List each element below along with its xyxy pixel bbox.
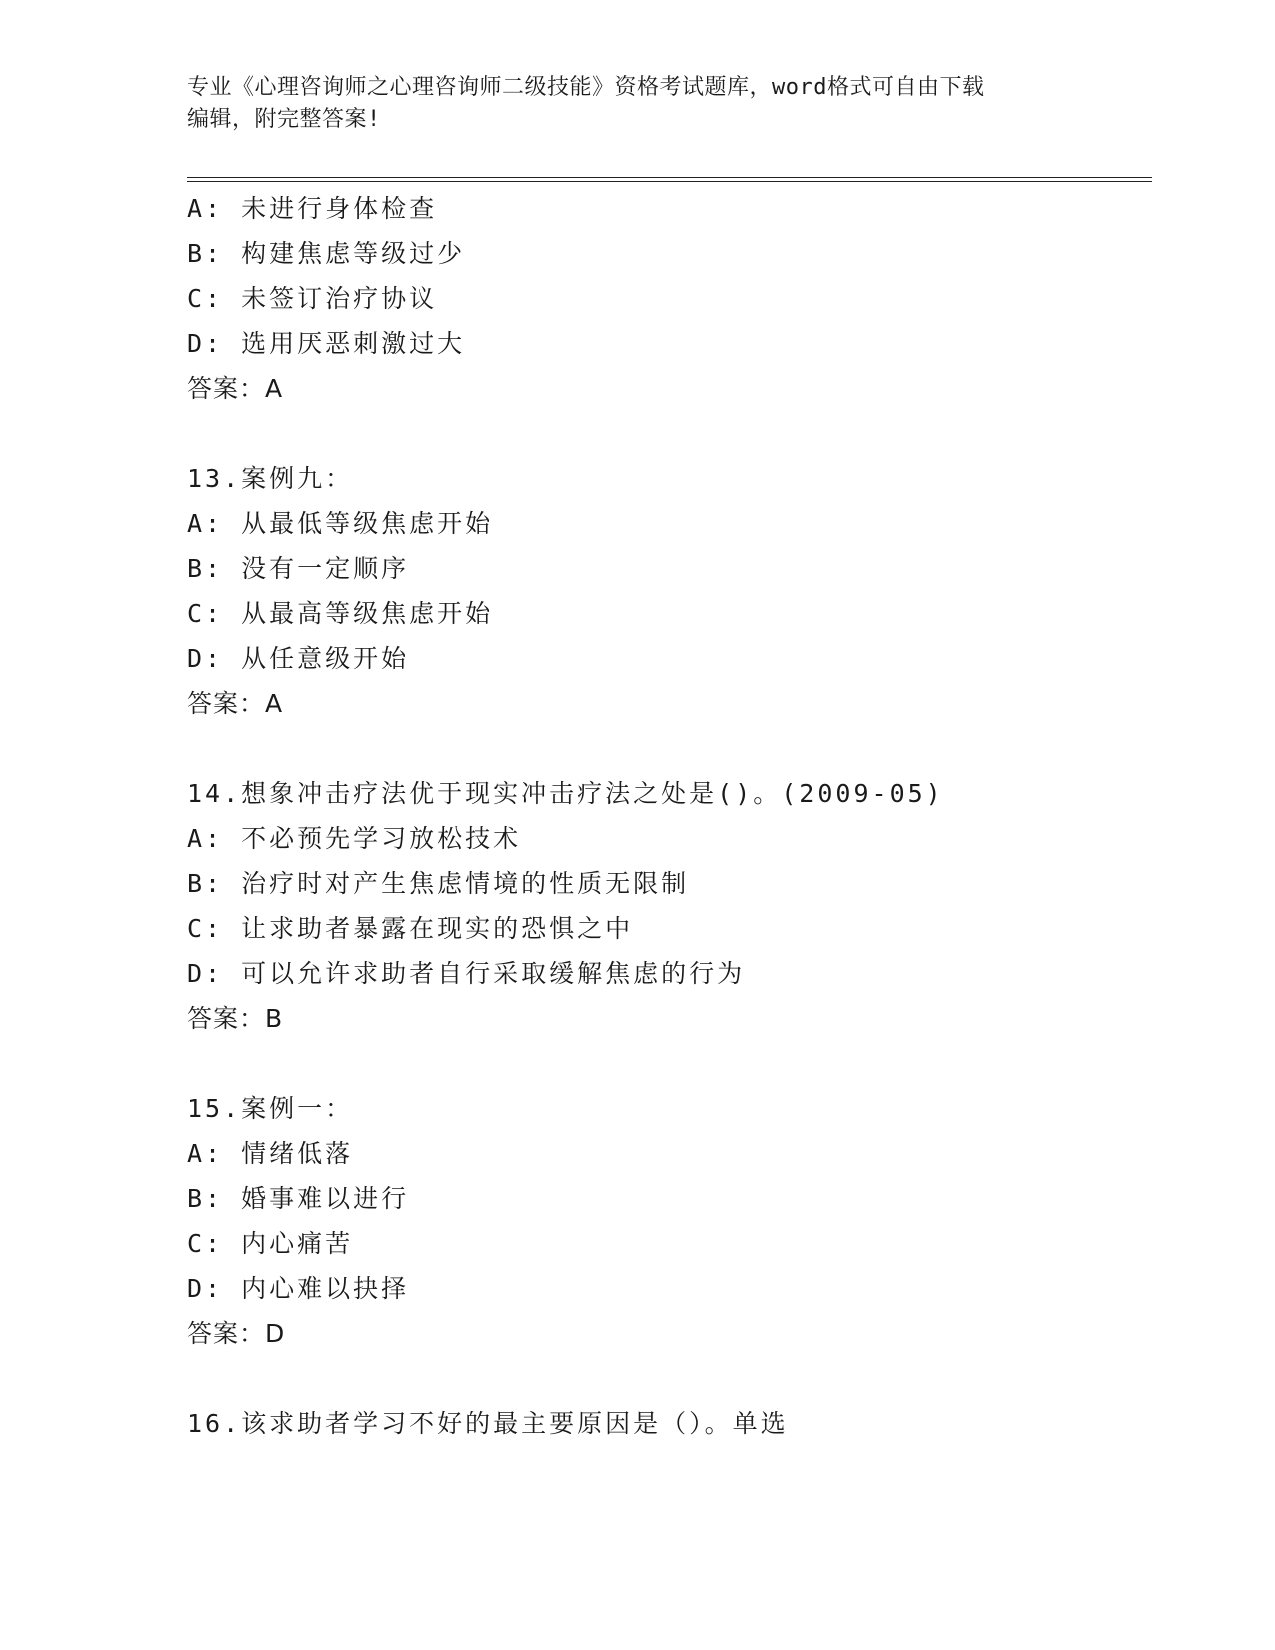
question-15-title: 15.案例一： [187,1094,354,1123]
question-14-title: 14.想象冲击疗法优于现实冲击疗法之处是()。(2009-05) [187,779,944,808]
prev-answer: 答案：A [187,374,284,403]
question-14-option-a: A: 不必预先学习放松技术 [187,824,522,853]
prev-option-d: D: 选用厌恶刺激过大 [187,329,466,358]
question-14-option-d: D: 可以允许求助者自行采取缓解焦虑的行为 [187,959,746,988]
header-rule-top [187,177,1152,178]
question-14-option-b: B: 治疗时对产生焦虑情境的性质无限制 [187,869,690,898]
question-15-option-d: D: 内心难以抉择 [187,1274,410,1303]
header-rule-bottom [187,181,1152,182]
question-14-option-c: C: 让求助者暴露在现实的恐惧之中 [187,914,634,943]
question-13-option-d: D: 从任意级开始 [187,644,410,673]
question-15-option-b: B: 婚事难以进行 [187,1184,410,1213]
prev-option-c: C: 未签订治疗协议 [187,284,438,313]
question-14-answer: 答案：B [187,1004,284,1033]
prev-option-a: A: 未进行身体检查 [187,194,438,223]
question-15-answer: 答案：D [187,1319,286,1348]
question-16-title: 16.该求助者学习不好的最主要原因是（）。单选 [187,1409,789,1438]
question-13-answer: 答案：A [187,689,284,718]
question-13-option-a: A: 从最低等级焦虑开始 [187,509,494,538]
question-13-option-b: B: 没有一定顺序 [187,554,410,583]
header-line-1: 专业《心理咨询师之心理咨询师二级技能》资格考试题库，word格式可自由下载 [187,75,985,100]
question-13-title: 13.案例九： [187,464,354,493]
question-13-option-c: C: 从最高等级焦虑开始 [187,599,494,628]
prev-option-b: B: 构建焦虑等级过少 [187,239,466,268]
question-15-option-c: C: 内心痛苦 [187,1229,354,1258]
header-line-2: 编辑，附完整答案! [187,107,381,132]
question-15-option-a: A: 情绪低落 [187,1139,354,1168]
